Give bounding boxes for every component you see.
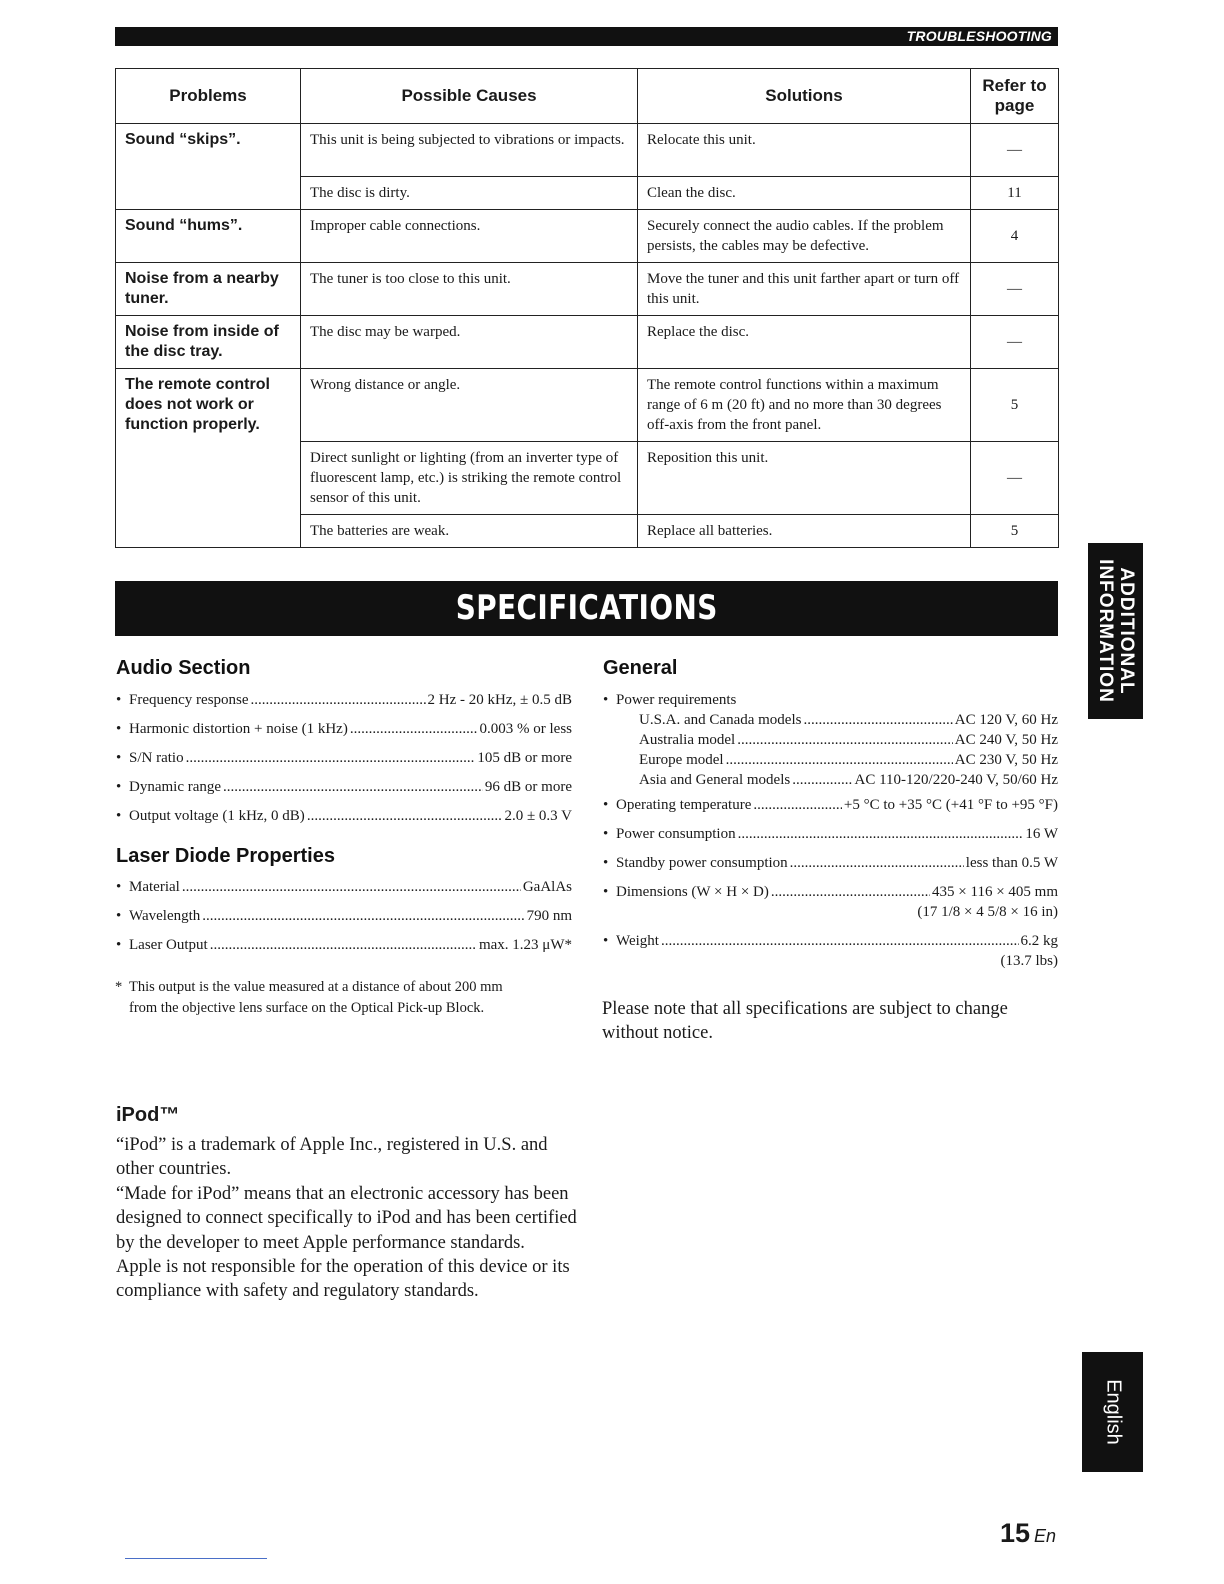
cause-cell: Improper cable connections. <box>301 210 638 263</box>
solution-cell: Securely connect the audio cables. If the problem persists, the cables may be defective. <box>638 210 971 263</box>
ipod-paragraph: Apple is not responsible for the operation of this device or its compliance with safety and regulatory standards. <box>116 1257 570 1302</box>
column-header-causes: Possible Causes <box>301 69 638 124</box>
list-item: • Standby power consumption ..... less than 0.5 W <box>603 853 1058 882</box>
laser-spec-list <box>116 877 572 964</box>
spec-value: 2 Hz - 20 kHz, ± 0.5 dB <box>427 692 572 708</box>
side-tab-english[interactable] <box>1082 1352 1143 1472</box>
ipod-paragraph: “Made for iPod” means that an electronic accessory has been designed to connect specifically to iPod and has been certified by the developer to meet Apple performance standards. <box>116 1183 577 1253</box>
spec-label: Material <box>129 879 180 895</box>
problem-cell <box>116 515 301 548</box>
table-row <box>116 515 1059 548</box>
ipod-title: iPod™ <box>116 1104 180 1126</box>
list-item: • S/N ratio ..... 105 dB or more <box>116 748 572 777</box>
spec-label: Asia and General models <box>639 772 791 788</box>
spec-label: Harmonic distortion + noise (1 kHz) <box>129 721 348 737</box>
solution-cell: Clean the disc. <box>638 177 971 210</box>
solution-cell: The remote control functions within a maximum range of 6 m (20 ft) and no more than 30 degrees off-axis from the front panel. <box>638 369 971 442</box>
specifications-notice: Please note that all specifications are subject to change without notice. <box>602 999 1008 1043</box>
spec-label: Dimensions (W × H × D) <box>616 884 769 900</box>
spec-label: Wavelength <box>129 908 201 924</box>
spec-label: Power requirements <box>616 692 737 708</box>
spec-label: Output voltage (1 kHz, 0 dB) <box>129 808 305 824</box>
table-row <box>116 369 1059 442</box>
spec-value: 16 W <box>1025 826 1058 842</box>
power-model-row <box>603 750 1058 770</box>
audio-spec-list <box>116 690 572 835</box>
spec-value: AC 240 V, 50 Hz <box>954 732 1058 748</box>
page-cell: 5 <box>971 515 1059 548</box>
list-item: • Output voltage (1 kHz, 0 dB) ..... 2.0 ± 0.3 V <box>116 806 572 835</box>
spec-value: max. 1.23 μW* <box>478 937 572 953</box>
spec-value-extra: (13.7 lbs) <box>1000 953 1058 969</box>
specifications-banner <box>115 581 1058 636</box>
ipod-paragraph: “iPod” is a trademark of Apple Inc., registered in U.S. and other countries. <box>116 1135 548 1180</box>
table-row <box>116 442 1059 515</box>
general-section-title: General <box>603 657 678 679</box>
ipod-body <box>116 1133 586 1304</box>
audio-section-title: Audio Section <box>116 657 251 679</box>
spec-value: 96 dB or more <box>484 779 572 795</box>
power-model-row <box>603 710 1058 730</box>
page-cell: — <box>971 124 1059 177</box>
spec-label: U.S.A. and Canada models <box>639 712 802 728</box>
solution-cell: Relocate this unit. <box>638 124 971 177</box>
spec-label: Operating temperature <box>616 797 752 813</box>
laser-footnote <box>115 977 565 1019</box>
page-cell: — <box>971 263 1059 316</box>
solution-cell: Move the tuner and this unit farther apart or turn off this unit. <box>638 263 971 316</box>
list-item: • Material ..... GaAlAs <box>116 877 572 906</box>
spec-label: Frequency response <box>129 692 249 708</box>
spec-value: 6.2 kg <box>1020 933 1058 949</box>
page-cell: 5 <box>971 369 1059 442</box>
spec-value: 105 dB or more <box>477 750 572 766</box>
spec-value: 435 × 116 × 405 mm <box>932 884 1058 900</box>
specifications-title: SPECIFICATIONS <box>455 588 718 628</box>
table-row <box>116 263 1059 316</box>
side-tab-label-line1: ADDITIONAL <box>1115 567 1137 695</box>
problem-cell: Sound “skips”. <box>116 124 301 177</box>
problem-cell <box>116 442 301 515</box>
spec-label: Europe model <box>639 752 724 768</box>
spec-value: 0.003 % or less <box>479 721 572 737</box>
spec-label: Australia model <box>639 732 736 748</box>
page-cell: — <box>971 316 1059 369</box>
spec-value: 2.0 ± 0.3 V <box>504 808 572 824</box>
spec-label: S/N ratio <box>129 750 184 766</box>
list-item: • Power consumption ..... 16 W <box>603 824 1058 853</box>
spec-value: GaAlAs <box>522 879 572 895</box>
side-tab-label-english: English <box>1102 1379 1124 1445</box>
page-cell: 4 <box>971 210 1059 263</box>
spec-label: Standby power consumption <box>616 855 788 871</box>
list-item: • Dimensions (W × H × D) ..... 435 × 116 × 405 mm <box>603 882 1058 902</box>
list-item: • Harmonic distortion + noise (1 kHz) ..... 0.003 % or less <box>116 719 572 748</box>
power-model-row <box>603 730 1058 750</box>
table-row <box>116 177 1059 210</box>
page-cell: — <box>971 442 1059 515</box>
section-label: TROUBLESHOOTING <box>906 28 1052 44</box>
problem-cell: Noise from a nearby tuner. <box>116 263 301 316</box>
cause-cell: Direct sunlight or lighting (from an inverter type of fluorescent lamp, etc.) is striking the remote control sensor of this unit. <box>301 442 638 515</box>
table-row <box>116 124 1059 177</box>
header-bar <box>115 27 1058 46</box>
page-number <box>1000 1518 1056 1549</box>
general-spec-list <box>603 690 1058 971</box>
laser-section-title: Laser Diode Properties <box>116 845 335 867</box>
spec-value: AC 110-120/220-240 V, 50/60 Hz <box>854 772 1058 788</box>
list-item: • Frequency response ..... 2 Hz - 20 kHz, ± 0.5 dB <box>116 690 572 719</box>
cause-cell: This unit is being subjected to vibrations or impacts. <box>301 124 638 177</box>
spec-value: less than 0.5 W <box>965 855 1058 871</box>
list-item: • Laser Output ..... max. 1.23 μW* <box>116 935 572 964</box>
problem-cell: Sound “hums”. <box>116 210 301 263</box>
spec-label: Dynamic range <box>129 779 222 795</box>
solution-cell: Reposition this unit. <box>638 442 971 515</box>
spec-value: AC 230 V, 50 Hz <box>954 752 1058 768</box>
footer-rule <box>125 1558 267 1559</box>
list-item: • Power requirements <box>603 692 737 708</box>
spec-label: Laser Output <box>129 937 208 953</box>
list-item: • Weight ..... 6.2 kg <box>603 931 1058 951</box>
page-cell: 11 <box>971 177 1059 210</box>
cause-cell: The batteries are weak. <box>301 515 638 548</box>
spec-label: Power consumption <box>616 826 736 842</box>
power-model-row <box>603 770 1058 790</box>
spec-value: +5 °C to +35 °C (+41 °F to +95 °F) <box>843 797 1058 813</box>
column-header-problems: Problems <box>116 69 301 124</box>
cause-cell: Wrong distance or angle. <box>301 369 638 442</box>
spec-value: AC 120 V, 60 Hz <box>954 712 1058 728</box>
cause-cell: The disc is dirty. <box>301 177 638 210</box>
problem-cell: The remote control does not work or function properly. <box>116 369 301 442</box>
side-tab-additional-information[interactable] <box>1088 543 1143 719</box>
side-tab-label-line2: INFORMATION <box>1094 559 1116 703</box>
list-item: • Dynamic range ..... 96 dB or more <box>116 777 572 806</box>
page-number-lang: En <box>1034 1526 1057 1546</box>
page-number-value: 15 <box>1000 1518 1031 1548</box>
spec-value-extra: (17 1/8 × 4 5/8 × 16 in) <box>917 904 1058 920</box>
troubleshooting-table <box>115 68 1059 548</box>
cause-cell: The disc may be warped. <box>301 316 638 369</box>
problem-cell: Noise from inside of the disc tray. <box>116 316 301 369</box>
footnote-mark: * <box>115 979 123 995</box>
spec-value: 790 nm <box>526 908 572 924</box>
table-row <box>116 210 1059 263</box>
list-item: • Wavelength ..... 790 nm <box>116 906 572 935</box>
solution-cell: Replace all batteries. <box>638 515 971 548</box>
column-header-solutions: Solutions <box>638 69 971 124</box>
column-header-page: Refer to page <box>971 69 1059 124</box>
footnote-line-1: This output is the value measured at a distance of about 200 mm <box>129 979 503 995</box>
footnote-line-2: from the objective lens surface on the Optical Pick-up Block. <box>129 1000 485 1016</box>
problem-cell <box>116 177 301 210</box>
list-item: • Operating temperature ..... +5 °C to +35 °C (+41 °F to +95 °F) <box>603 795 1058 824</box>
table-header-row <box>116 69 1059 124</box>
table-row <box>116 316 1059 369</box>
cause-cell: The tuner is too close to this unit. <box>301 263 638 316</box>
solution-cell: Replace the disc. <box>638 316 971 369</box>
spec-label: Weight <box>616 933 659 949</box>
